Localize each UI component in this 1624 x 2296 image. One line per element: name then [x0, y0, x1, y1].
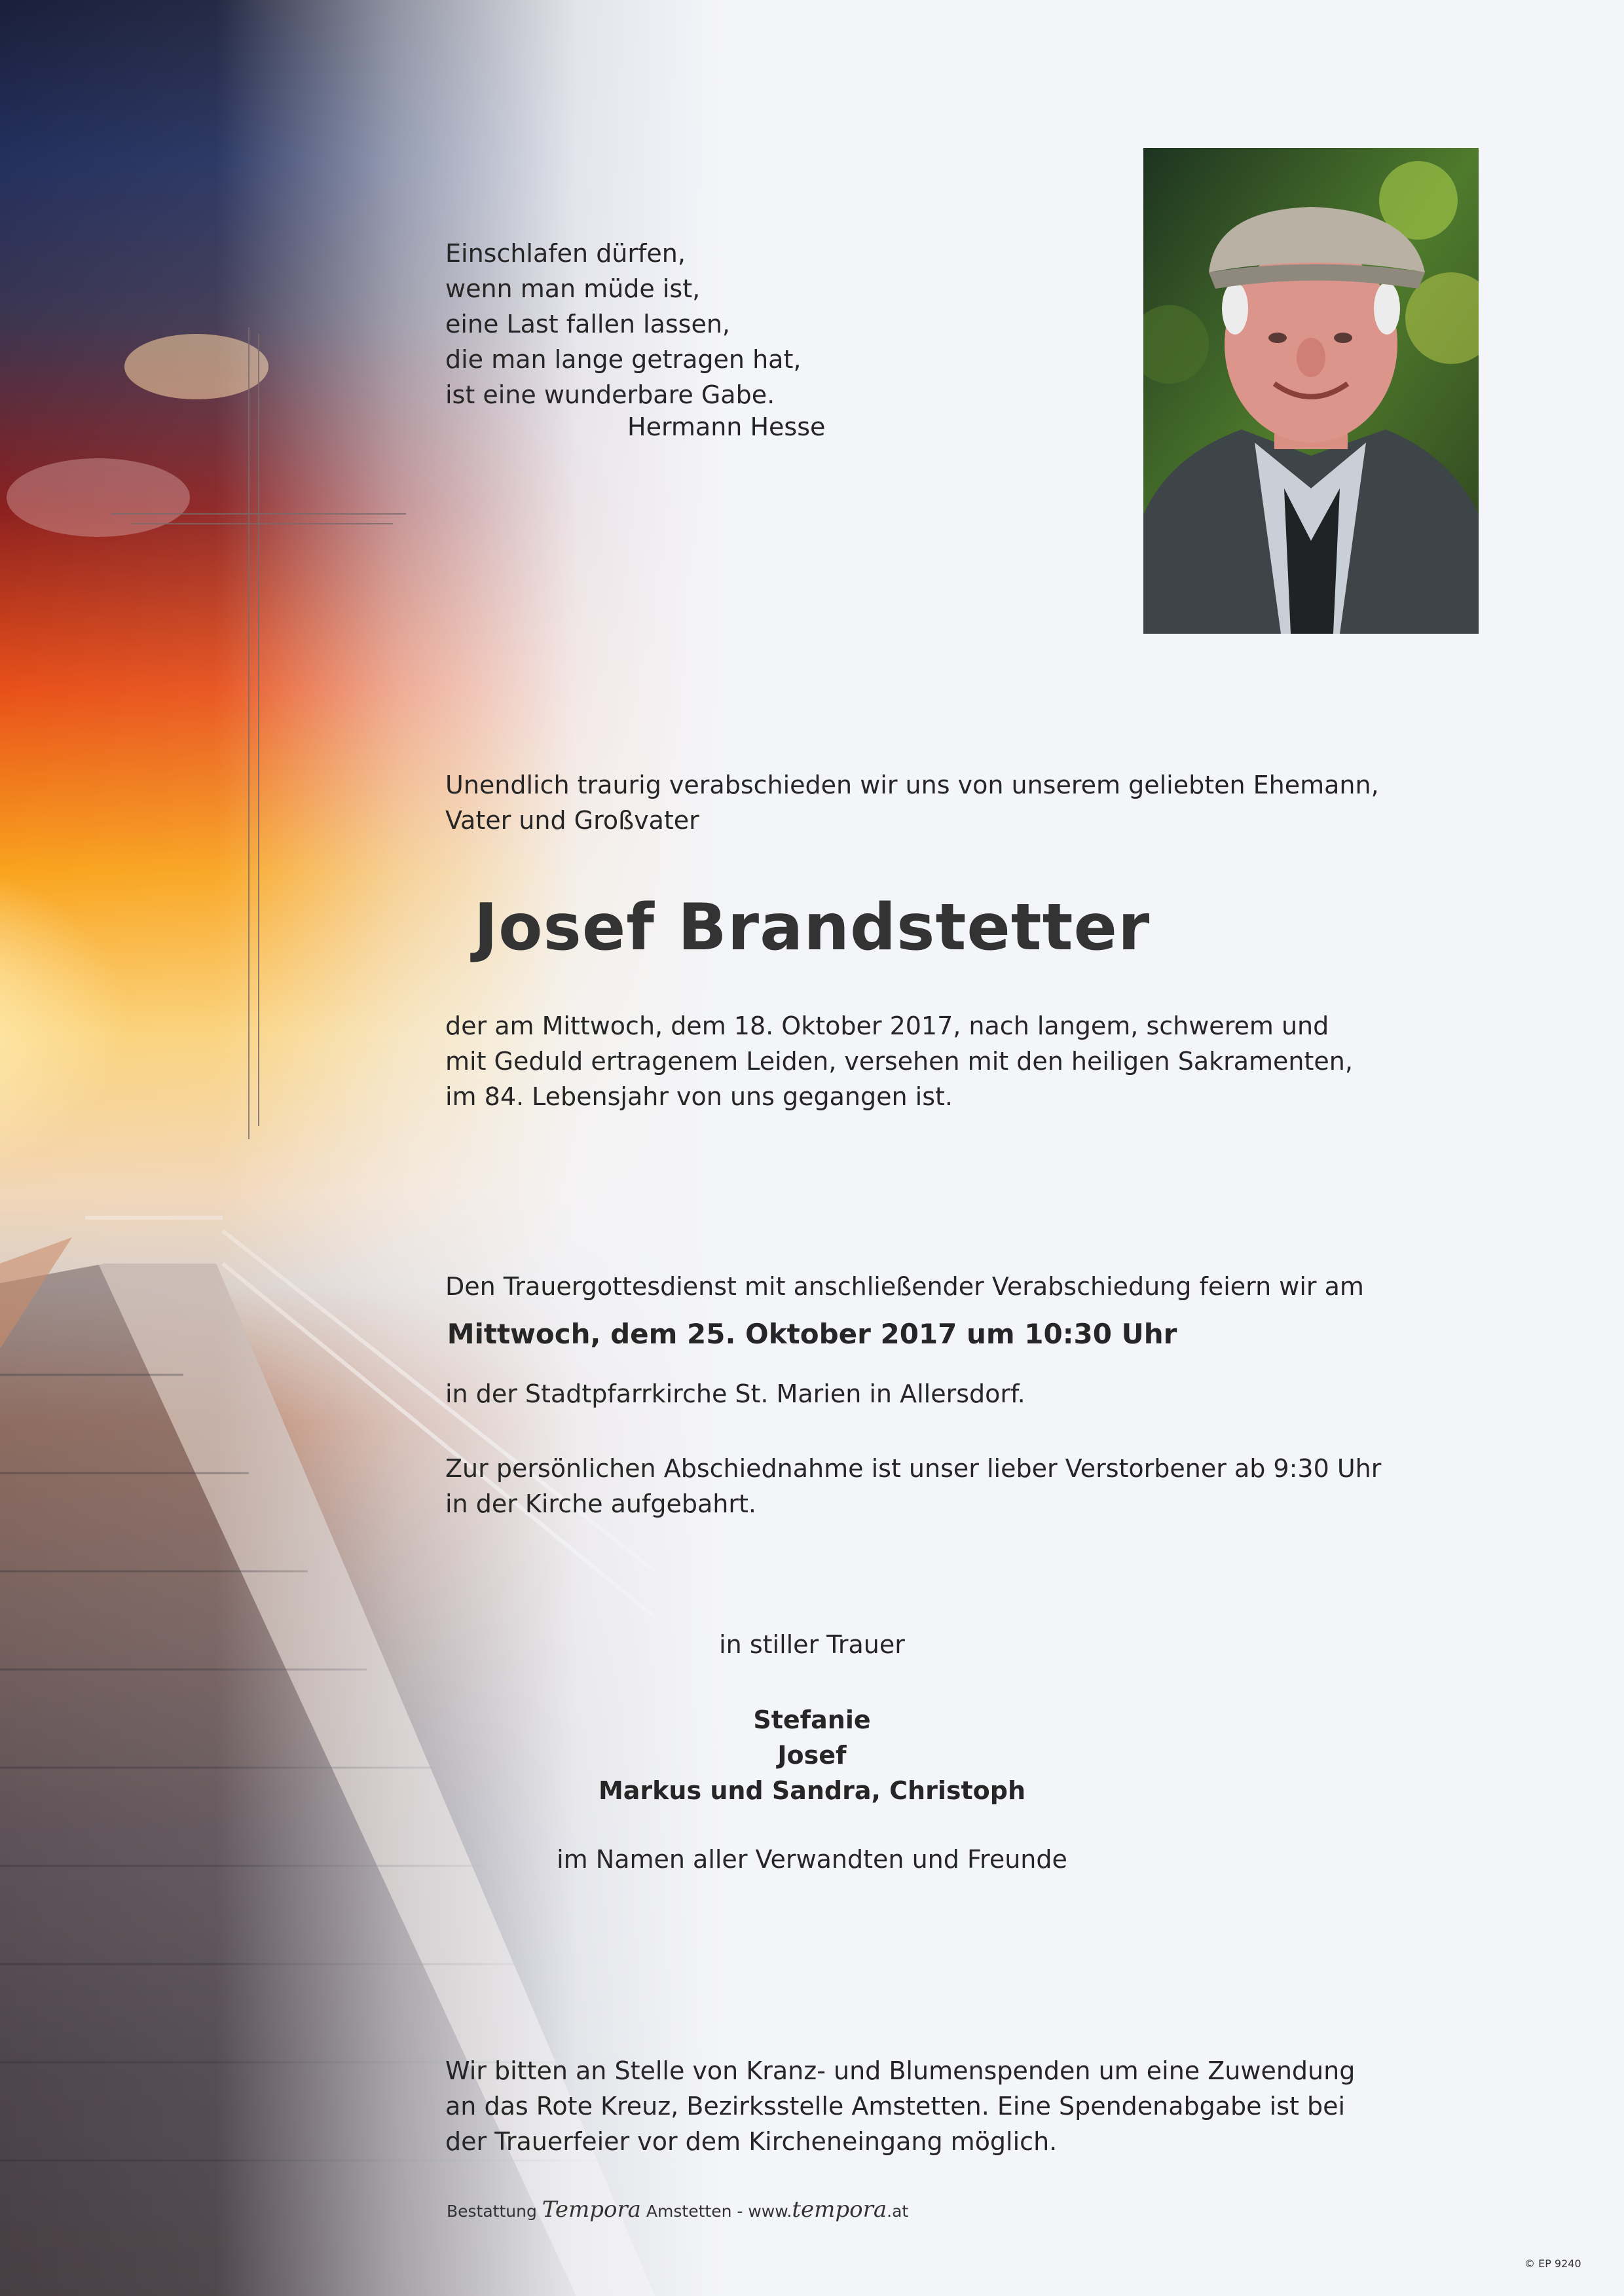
relatives-line: im Namen aller Verwandten und Freunde [557, 1845, 1067, 1874]
mourning-intro: in stiller Trauer [719, 1630, 905, 1659]
footer-brand-url: tempora [792, 2196, 887, 2223]
poem-lines: Einschlafen dürfen, wenn man müde ist, eine Last fallen lassen, die man lange getragen hat, ist eine wunderbare Gabe. [445, 239, 802, 409]
poem-author: Hermann Hesse [627, 412, 826, 441]
viewing-notice: Zur persönlichen Abschiednahme ist unser lieber Verstorbener ab 9:30 Uhr in der Kirche aufgebahrt. [445, 1454, 1382, 1518]
footer-tld: .at [887, 2202, 909, 2221]
service-date: Mittwoch, dem 25. Oktober 2017 um 10:30 Uhr [447, 1318, 1177, 1350]
footer [447, 2196, 908, 2223]
donation-notice: Wir bitten an Stelle von Kranz- und Blumenspenden um eine Zuwendung an das Rote Kreuz, Bezirksstelle Amstetten. Eine Spendenabgabe ist bei der Trauerfeier vor dem Kircheneingang möglich. [445, 2056, 1356, 2156]
family-names: Stefanie Josef Markus und Sandra, Christoph [598, 1705, 1026, 1805]
footer-suffix: Amstetten - www. [646, 2202, 792, 2221]
death-notice: der am Mittwoch, dem 18. Oktober 2017, nach langem, schwerem und mit Geduld ertragenem Leiden, versehen mit den heiligen Sakramenten, im 84. Lebensjahr von uns gegangen ist. [445, 1011, 1353, 1111]
service-location: in der Stadtpfarrkirche St. Marien in Allersdorf. [445, 1379, 1025, 1408]
portrait-photo [1143, 148, 1479, 634]
print-code: © EP 9240 [1524, 2257, 1581, 2270]
intro-text: Unendlich traurig verabschieden wir uns von unserem geliebten Ehemann, Vater und Großvater [445, 771, 1379, 835]
footer-brand-logo: Tempora [542, 2196, 641, 2223]
service-intro: Den Trauergottesdienst mit anschließender Verabschiedung feiern wir am [445, 1272, 1364, 1301]
deceased-name: Josef Brandstetter [473, 890, 1151, 965]
footer-prefix: Bestattung [447, 2202, 537, 2221]
